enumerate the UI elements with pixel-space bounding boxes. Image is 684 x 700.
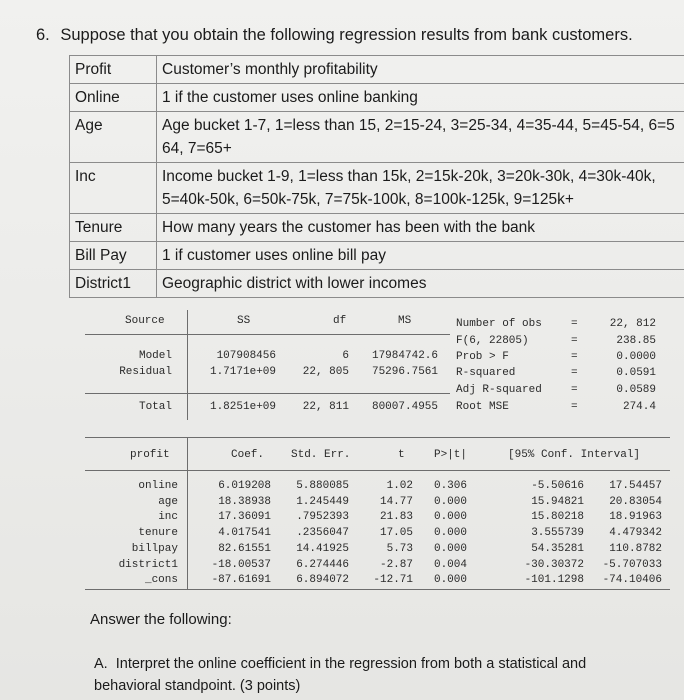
coef-ci-lower: -101.1298 — [524, 574, 584, 587]
anova-header-ss: SS — [237, 315, 251, 327]
variable-description-line: 1 if customer uses online bill pay — [162, 247, 387, 264]
fit-stat-equals: = — [571, 335, 578, 347]
part-a-text: Interpret the online coefficient in the regression from both a statistical and behavioral standpoint. (3 points) — [94, 656, 587, 694]
anova-df: 22, 805 — [302, 366, 349, 378]
anova-ms: 17984742.6 — [371, 350, 438, 362]
fit-stat-equals: = — [571, 351, 578, 363]
fit-stat-value: 22, 812 — [609, 318, 656, 330]
question-number: 6. — [36, 26, 50, 44]
coef-variable: inc — [158, 511, 178, 524]
variable-description-line: Age bucket 1-7, 1=less than 15, 2=15-24, 3=25-34, 4=35-44, 5=45-54, 6=5 — [162, 117, 675, 134]
anova-df: 22, 811 — [302, 401, 349, 413]
coef-header-rule — [85, 470, 670, 471]
coef-t-stat: -12.71 — [373, 574, 413, 587]
coef-std-error: 5.880085 — [296, 480, 349, 492]
coef-p-value: 0.000 — [433, 511, 467, 524]
question-part-a — [94, 653, 654, 697]
coef-std-error: 6.274446 — [296, 558, 349, 571]
coef-variable: age — [158, 495, 178, 508]
fit-stat-label: Root MSE — [456, 401, 509, 413]
coef-t-stat: 14.77 — [379, 495, 413, 508]
coef-t-stat: 21.83 — [379, 511, 413, 524]
variable-name: Profit — [70, 56, 157, 84]
coef-variable: tenure — [138, 527, 178, 540]
variable-description — [157, 214, 684, 242]
anova-source: Total — [138, 401, 172, 413]
coef-estimate: -18.00537 — [211, 558, 271, 571]
coef-p-value: 0.306 — [433, 480, 467, 492]
coef-ci-lower: 15.94821 — [531, 495, 584, 508]
anova-ss: 107908456 — [216, 350, 276, 362]
answer-heading: Answer the following: — [90, 611, 232, 628]
fit-stat-equals: = — [571, 318, 578, 330]
coef-ci-upper: -5.707033 — [602, 558, 662, 571]
anova-df: 6 — [342, 350, 349, 362]
coef-p-value: 0.000 — [433, 527, 467, 540]
variable-description-line: 64, 7=65+ — [162, 140, 232, 157]
coef-ci-lower: -5.50616 — [531, 480, 584, 492]
coef-header-se: Std. Err. — [291, 449, 351, 461]
fit-stat-value: 0.0000 — [616, 351, 656, 363]
coef-estimate: 82.61551 — [218, 542, 271, 555]
coef-divider — [187, 437, 188, 589]
anova-header-df: df — [333, 315, 347, 327]
fit-stat-label: Number of obs — [456, 318, 542, 330]
fit-stat-equals: = — [571, 401, 578, 413]
coef-std-error: 1.245449 — [296, 495, 349, 508]
coef-variable: _cons — [144, 574, 178, 587]
coef-std-error: .7952393 — [296, 511, 349, 524]
coef-variable: online — [138, 480, 178, 492]
fit-stat-label: Prob > F — [456, 351, 509, 363]
coef-ci-lower: 15.80218 — [531, 511, 584, 524]
coef-estimate: 6.019208 — [218, 480, 271, 492]
anova-ss: 1.8251e+09 — [209, 401, 276, 413]
coef-p-value: 0.000 — [433, 495, 467, 508]
coef-header-t: t — [398, 449, 405, 461]
anova-header-source: Source — [125, 315, 165, 327]
coef-ci-upper: 110.8782 — [609, 542, 662, 555]
anova-header-ms: MS — [398, 315, 412, 327]
variable-name: District1 — [70, 270, 157, 298]
part-a-label: A. — [94, 656, 108, 672]
coef-t-stat: 1.02 — [386, 480, 413, 492]
fit-stat-label: R-squared — [456, 367, 516, 379]
coef-ci-upper: 18.91963 — [609, 511, 662, 524]
variable-description-line: 5=40k-50k, 6=50k-75k, 7=75k-100k, 8=100k-125k, 9=125k+ — [162, 191, 574, 208]
variable-name: Online — [70, 84, 157, 112]
variable-row — [70, 84, 684, 112]
fit-stat-value: 0.0591 — [616, 367, 656, 379]
coef-estimate: 18.38938 — [218, 495, 271, 508]
coef-ci-lower: -30.30372 — [524, 558, 584, 571]
anova-ms: 75296.7561 — [371, 366, 438, 378]
coef-std-error: 6.894072 — [296, 574, 349, 587]
anova-total-rule — [85, 393, 450, 394]
variable-description-line: Income bucket 1-9, 1=less than 15k, 2=15k-20k, 3=20k-30k, 4=30k-40k, — [162, 168, 656, 185]
anova-source: Residual — [119, 366, 172, 378]
variable-name: Bill Pay — [70, 242, 157, 270]
question-text: Suppose that you obtain the following regression results from bank customers. — [60, 26, 633, 44]
variable-row — [70, 270, 684, 298]
variable-name: Tenure — [70, 214, 157, 242]
variable-description — [157, 112, 684, 163]
coef-ci-upper: 4.479342 — [609, 527, 662, 540]
variable-row — [70, 242, 684, 270]
variable-description-line: How many years the customer has been with the bank — [162, 219, 536, 236]
coef-header-dep: profit — [130, 449, 170, 461]
coef-t-stat: -2.87 — [379, 558, 413, 571]
coef-ci-lower: 54.35281 — [531, 542, 584, 555]
coef-header-p: P>|t| — [434, 449, 468, 461]
coef-estimate: 4.017541 — [218, 527, 271, 540]
variable-description — [157, 84, 684, 112]
coef-variable: billpay — [131, 542, 178, 555]
coef-ci-upper: 20.83054 — [609, 495, 662, 508]
fit-stat-equals: = — [571, 367, 578, 379]
coef-p-value: 0.000 — [433, 542, 467, 555]
variable-name: Age — [70, 112, 157, 163]
coef-estimate: -87.61691 — [211, 574, 271, 587]
coef-variable: district1 — [118, 558, 178, 571]
variable-row — [70, 56, 684, 84]
coef-t-stat: 5.73 — [386, 542, 413, 555]
coef-ci-upper: -74.10406 — [602, 574, 662, 587]
coef-bottom-rule — [85, 589, 670, 590]
anova-ms: 80007.4955 — [371, 401, 438, 413]
anova-ss: 1.7171e+09 — [209, 366, 276, 378]
fit-stat-label: F(6, 22805) — [456, 335, 529, 347]
coef-header-ci: [95% Conf. Interval] — [508, 449, 641, 461]
coef-estimate: 17.36091 — [218, 511, 271, 524]
fit-stat-equals: = — [571, 384, 578, 396]
coef-p-value: 0.000 — [433, 574, 467, 587]
variable-description — [157, 242, 684, 270]
question-title — [36, 26, 633, 45]
coef-header-coef: Coef. — [231, 449, 265, 461]
coef-ci-lower: 3.555739 — [531, 527, 584, 540]
variable-row — [70, 214, 684, 242]
variable-description-line: Customer’s monthly profitability — [162, 61, 378, 78]
variable-description-line: 1 if the customer uses online banking — [162, 89, 418, 106]
fit-stat-label: Adj R-squared — [456, 384, 542, 396]
variable-definitions-table — [69, 55, 684, 298]
fit-stat-value: 274.4 — [622, 401, 656, 413]
fit-stat-value: 0.0589 — [616, 384, 656, 396]
variable-description — [157, 163, 684, 214]
anova-header-rule — [85, 334, 450, 335]
coef-std-error: .2356047 — [296, 527, 349, 540]
coef-ci-upper: 17.54457 — [609, 480, 662, 492]
variable-row — [70, 112, 684, 163]
variable-row — [70, 163, 684, 214]
coef-top-rule — [85, 437, 670, 438]
variable-description — [157, 270, 684, 298]
coef-std-error: 14.41925 — [296, 542, 349, 555]
coef-p-value: 0.004 — [433, 558, 467, 571]
variable-name: Inc — [70, 163, 157, 214]
variable-description-line: Geographic district with lower incomes — [162, 275, 427, 292]
variable-description — [157, 56, 684, 84]
fit-stat-value: 238.85 — [616, 335, 656, 347]
anova-source: Model — [138, 350, 172, 362]
coef-t-stat: 17.05 — [379, 527, 413, 540]
